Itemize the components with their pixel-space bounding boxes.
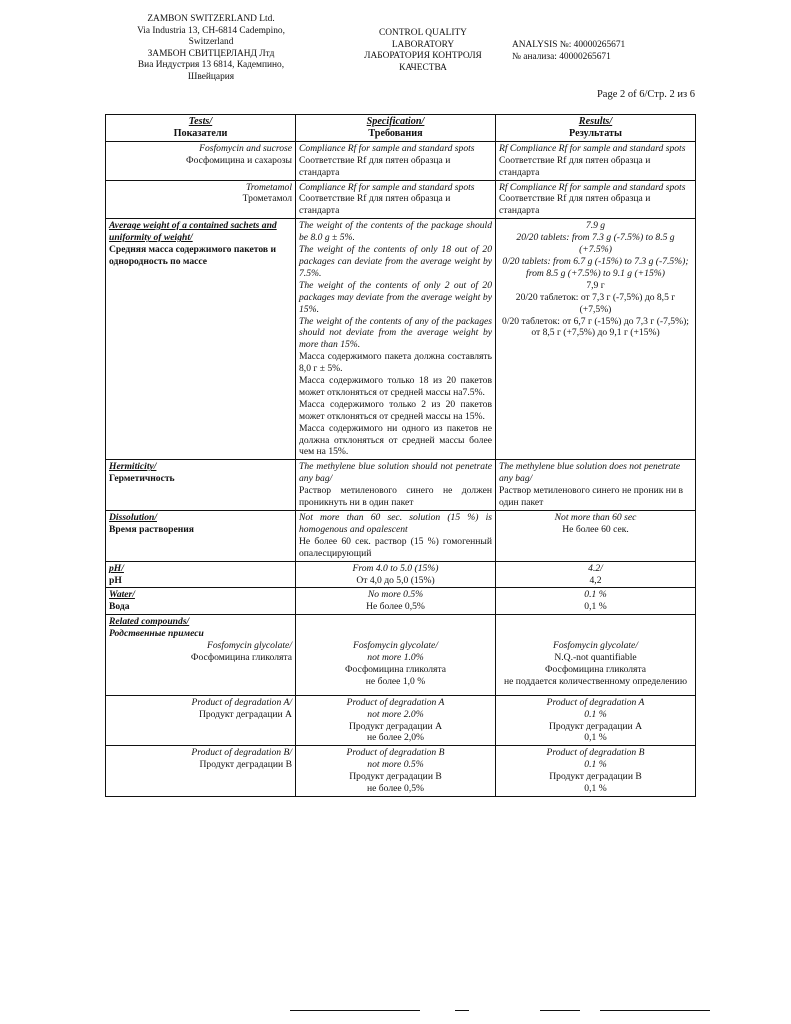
- spec-en: No more 0.5%: [367, 589, 424, 601]
- table-header-row: [106, 115, 696, 142]
- test-cell: [106, 746, 296, 797]
- spec-ru: Масса содержимого пакета должна составлять 8,0 г ± 5%.: [299, 351, 492, 375]
- spec-ru: От 4,0 до 5,0 (15%): [356, 574, 435, 586]
- spec-cell: [296, 511, 496, 562]
- spec-en: not more 0.5%: [367, 759, 424, 771]
- company-address-ru: Виа Индустрия 13 6814, Кадемпино,: [137, 60, 285, 70]
- spec-en: Fosfomycin glycolate/: [353, 640, 438, 652]
- test-name-en: Trometamol: [245, 181, 292, 193]
- spec-ru: не более 2,0%: [366, 732, 425, 744]
- result-ru: 20/20 таблеток: от 7,3 г (-7,5%) до 8,5 г (+7,5%): [515, 291, 676, 315]
- result-cell: [496, 588, 696, 615]
- test-name-ru: Фосфомицина и сахарозы: [185, 154, 292, 166]
- specification-table: [105, 114, 696, 797]
- test-cell: [106, 141, 296, 180]
- test-cell: [106, 695, 296, 746]
- spec-ru: не более 1,0 %: [365, 675, 426, 687]
- analysis-number-block: [512, 40, 697, 63]
- result-cell: [496, 561, 696, 588]
- company-address-block: [120, 14, 302, 83]
- test-name-ru: Продукт деградации А: [198, 708, 292, 720]
- result-cell: [496, 180, 696, 219]
- spec-cell: [296, 219, 496, 460]
- test-name-en: Product of degradation B/: [191, 747, 292, 759]
- lab-title-line: КАЧЕСТВА: [399, 62, 447, 73]
- result-en: 4.2/: [588, 562, 603, 574]
- result-ru: Фосфомицина гликолята: [544, 663, 647, 675]
- signature-line: [455, 1010, 469, 1011]
- tests-column-header: [106, 115, 296, 142]
- table-row: [106, 615, 696, 695]
- result-en: N.Q.-not quantifiable: [554, 651, 637, 663]
- table-row: [106, 695, 696, 746]
- page-number: Page 2 of 6/Стр. 2 из 6: [596, 89, 695, 100]
- header-ru: Показатели: [173, 127, 228, 139]
- spec-ru: Соответствие Rf для пятен образца и стандарта: [299, 154, 451, 178]
- spec-cell: [296, 561, 496, 588]
- spec-cell: [296, 180, 496, 219]
- result-ru: 0,1 %: [584, 601, 607, 613]
- spec-ru: Раствор метиленового синего не должен проникнуть ни в один пакет: [299, 485, 492, 509]
- test-name-ru: Родственные примеси: [109, 628, 204, 640]
- subtest-name-ru: Фосфомицина гликолята: [190, 651, 292, 663]
- result-ru: 0,1 %: [584, 783, 607, 795]
- spec-cell: [296, 746, 496, 797]
- test-name-ru: pH: [109, 574, 122, 586]
- result-ru: Продукт деградации А: [548, 720, 643, 732]
- table-row: [106, 561, 696, 588]
- result-en: 20/20 tablets: from 7.3 g (-7.5%) to 8.5 g (+7.5%): [516, 232, 675, 256]
- test-cell: [106, 615, 296, 695]
- header-ru: Результаты: [569, 127, 622, 139]
- table-row: [106, 746, 696, 797]
- signature-line: [540, 1010, 580, 1011]
- test-cell: [106, 588, 296, 615]
- subtest-name-en: Fosfomycin glycolate/: [207, 640, 292, 652]
- lab-title-line: CONTROL QUALITY: [379, 28, 467, 38]
- result-cell: [496, 615, 696, 695]
- header-en: Specification/: [366, 116, 425, 127]
- results-column-header: [496, 115, 696, 142]
- test-name-en: Hermiticity/: [109, 461, 157, 473]
- header-en: Tests/: [188, 116, 213, 127]
- result-en: 0.1 %: [584, 589, 607, 601]
- lab-title-block: [348, 28, 498, 74]
- spec-en: not more 1.0%: [367, 651, 424, 663]
- test-name-ru: Вода: [109, 601, 130, 613]
- spec-en: From 4.0 to 5.0 (15%): [352, 562, 439, 574]
- result-en: Rf Compliance Rf for sample and standard spots: [499, 181, 686, 193]
- result-cell: [496, 695, 696, 746]
- test-cell: [106, 460, 296, 511]
- result-en: 0.1 %: [584, 759, 607, 771]
- table-row: [106, 141, 696, 180]
- table-row: [106, 219, 696, 460]
- result-en: Product of degradation A: [546, 696, 645, 708]
- table-row: [106, 511, 696, 562]
- spec-cell: [296, 141, 496, 180]
- test-name-en: pH/: [109, 562, 124, 574]
- result-en: 0/20 tablets: from 6.7 g (-15%) to 7.3 g (-7.5%); from 8.5 g (+7.5%) to 9.1 g (+15%): [502, 255, 689, 279]
- spec-cell: [296, 588, 496, 615]
- test-cell: [106, 180, 296, 219]
- spec-ru: Не более 0,5%: [366, 601, 425, 613]
- analysis-number: ANALYSIS №: 40000265671: [512, 40, 626, 50]
- test-name-en: Dissolution/: [109, 512, 157, 523]
- header-en: Results/: [578, 116, 613, 127]
- result-en: Rf Compliance Rf for sample and standard spots: [499, 142, 686, 154]
- spec-column-header: [296, 115, 496, 142]
- result-cell: [496, 219, 696, 460]
- lab-title-line: ЛАБОРАТОРИЯ КОНТРОЛЯ: [364, 51, 482, 61]
- result-en: Not more than 60 sec: [554, 512, 637, 523]
- result-cell: [496, 460, 696, 511]
- result-en: Product of degradation B: [546, 747, 645, 759]
- result-ru: Раствор метиленового синего не проник ни в один пакет: [499, 485, 684, 509]
- result-ru: 4,2: [589, 574, 602, 586]
- company-name: ZAMBON SWITZERLAND Ltd.: [147, 14, 275, 24]
- spec-en: The weight of the contents of the package should be 8.0 g ± 5%.: [299, 220, 492, 244]
- test-name-ru: Средняя масса содержимого пакетов и однородность по массе: [109, 244, 276, 267]
- test-name-en: Related compounds/: [109, 616, 190, 628]
- spec-ru: Продукт деградации А: [348, 720, 443, 732]
- table-row: [106, 588, 696, 615]
- test-name-ru: Герметичность: [109, 473, 175, 485]
- signature-line: [290, 1010, 420, 1011]
- result-cell: [496, 746, 696, 797]
- spec-en: The methylene blue solution should not penetrate any bag/: [299, 461, 492, 485]
- result-en: 0.1 %: [584, 708, 607, 720]
- spec-en: Product of degradation B: [346, 747, 445, 759]
- test-name-en: Water/: [109, 589, 135, 601]
- company-name-ru: ЗАМБОН СВИТЦЕРЛАНД Лтд: [147, 48, 275, 59]
- spec-en: Not more than 60 sec. solution (15 %) is homogenous and opalescent: [299, 512, 492, 535]
- spec-en: The weight of the contents of only 2 out of 20 packages may deviate from the average weight by 15%.: [299, 279, 492, 315]
- company-country-ru: Швейцария: [187, 71, 235, 82]
- result-en: The methylene blue solution does not penetrate any bag/: [499, 461, 681, 485]
- spec-ru: Продукт деградации В: [349, 771, 442, 783]
- test-name-en: Fosfomycin and sucrose: [199, 142, 292, 154]
- test-name-en: Product of degradation A/: [191, 696, 292, 708]
- test-cell: [106, 511, 296, 562]
- spec-en: The weight of the contents of only 18 out of 20 packages can deviate from the average weight by 7.5%.: [299, 244, 492, 279]
- signature-line: [600, 1010, 710, 1011]
- test-name-ru: Продукт деградации В: [199, 759, 292, 771]
- company-address: Via Industria 13, CH-6814 Cadempino,: [137, 25, 285, 36]
- spec-cell: [296, 695, 496, 746]
- result-ru: Продукт деградации В: [549, 771, 642, 783]
- test-name-ru: Трометамол: [242, 193, 292, 205]
- test-name-ru: Время растворения: [109, 523, 194, 535]
- result-ru: 0/20 таблеток: от 6,7 г (-15%) до 7,3 г (-7,5%); от 8,5 г (+7,5%) до 9,1 г (+15%): [502, 315, 689, 339]
- result-cell: [496, 141, 696, 180]
- lab-title-line: LABORATORY: [391, 39, 455, 50]
- spec-ru: Масса содержимого только 18 из 20 пакетов может отклоняться от средней массы на7.5%.: [299, 375, 492, 398]
- result-ru: Соответствие Rf для пятен образца и стандарта: [499, 193, 651, 217]
- result-en: Fosfomycin glycolate/: [553, 640, 638, 652]
- spec-ru: Не более 60 сек. раствор (15 %) гомогенный опалесцирующий: [299, 535, 492, 559]
- analysis-number-ru: № анализа: 40000265671: [512, 51, 611, 62]
- result-cell: [496, 511, 696, 562]
- test-name-en: Average weight of a contained sachets and uniformity of weight/: [109, 220, 277, 244]
- result-en: 7.9 g: [585, 220, 606, 232]
- result-ru: 7,9 г: [586, 279, 605, 291]
- spec-en: The weight of the contents of any of the packages should not deviate from the average weight by more than 15%.: [299, 315, 492, 351]
- result-ru: Соответствие Rf для пятен образца и стандарта: [499, 154, 651, 178]
- spec-ru: Соответствие Rf для пятен образца и стандарта: [299, 193, 451, 217]
- spec-en: Compliance Rf for sample and standard spots: [299, 142, 475, 154]
- result-ru: не поддается количественному определению: [503, 675, 687, 687]
- spec-ru: Фосфомицина гликолята: [344, 663, 447, 675]
- spec-ru: Масса содержимого только 2 из 20 пакетов может отклоняться от средней массы на 15%.: [299, 398, 492, 422]
- result-ru: 0,1 %: [584, 732, 607, 744]
- spec-ru: Масса содержимого ни одного из пакетов не должна отклоняться от средней массы более чем на 15%.: [299, 422, 492, 458]
- header-ru: Требования: [368, 127, 423, 139]
- table-row: [106, 460, 696, 511]
- spec-en: not more 2.0%: [367, 708, 424, 720]
- company-country: Switzerland: [188, 37, 234, 47]
- result-ru: Не более 60 сек.: [562, 523, 629, 535]
- table-row: [106, 180, 696, 219]
- spec-ru: не более 0,5%: [366, 783, 425, 795]
- test-cell: [106, 219, 296, 460]
- spec-cell: [296, 460, 496, 511]
- spec-en: Product of degradation A: [346, 696, 445, 708]
- spec-cell: [296, 615, 496, 695]
- spec-en: Compliance Rf for sample and standard spots: [299, 181, 475, 193]
- test-cell: [106, 561, 296, 588]
